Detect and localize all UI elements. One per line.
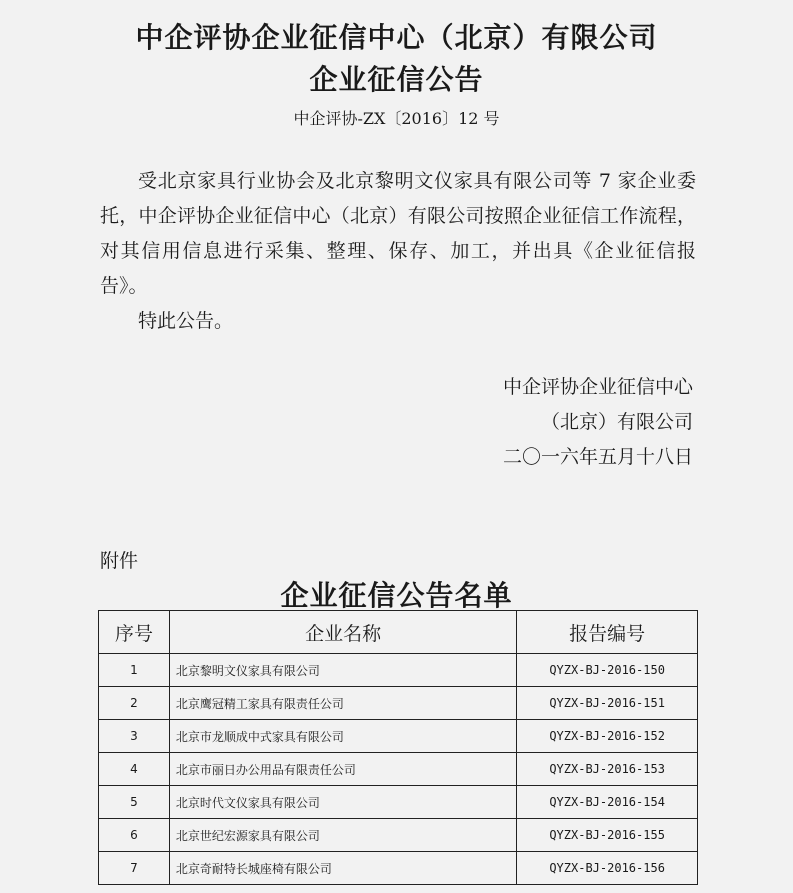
company-name: 北京市丽日办公用品有限责任公司 (169, 753, 516, 786)
announcement-body (100, 164, 696, 339)
signature-org-line2: （北京）有限公司 (540, 411, 693, 433)
report-code: QYZX-BJ-2016-155 (517, 819, 698, 852)
report-code: QYZX-BJ-2016-153 (517, 753, 698, 786)
table-row (99, 753, 698, 786)
company-name: 北京黎明文仪家具有限公司 (169, 654, 516, 687)
row-number: 1 (99, 654, 170, 687)
signature-org-line1: 中企评协企业征信中心 (502, 376, 693, 398)
report-code: QYZX-BJ-2016-152 (517, 720, 698, 753)
list-title: 企业征信公告名单 (280, 579, 513, 612)
report-code: QYZX-BJ-2016-151 (517, 687, 698, 720)
company-name: 北京时代文仪家具有限公司 (169, 786, 516, 819)
table-header-row (99, 611, 698, 654)
company-name: 北京奇耐特长城座椅有限公司 (169, 852, 516, 885)
attachment-label: 附件 (100, 550, 139, 572)
report-code: QYZX-BJ-2016-156 (517, 852, 698, 885)
signature-date: 二〇一六年五月十八日 (502, 446, 693, 468)
company-name: 北京市龙顺成中式家具有限公司 (169, 720, 516, 753)
row-number: 5 (99, 786, 170, 819)
announcement-paragraph: 受北京家具行业协会及北京黎明文仪家具有限公司等 7 家企业委托，中企评协企业征信中心（北京）有限公司按照企业征信工作流程，对其信用信息进行采集、整理、保存、加工，并出具《企业征信报告》。 (100, 170, 696, 297)
row-number: 2 (99, 687, 170, 720)
row-number: 7 (99, 852, 170, 885)
table-row (99, 687, 698, 720)
signature-block (503, 370, 693, 475)
row-number: 3 (99, 720, 170, 753)
report-code: QYZX-BJ-2016-154 (517, 786, 698, 819)
company-list-table (98, 610, 698, 885)
company-name: 北京鹰冠精工家具有限责任公司 (169, 687, 516, 720)
row-number: 4 (99, 753, 170, 786)
column-header-company: 企业名称 (169, 611, 516, 654)
document-number: 中企评协-ZX〔2016〕12 号 (293, 109, 500, 128)
closing-remark: 特此公告。 (138, 310, 234, 332)
column-header-report-code: 报告编号 (517, 611, 698, 654)
table-row (99, 654, 698, 687)
company-name: 北京世纪宏源家具有限公司 (169, 819, 516, 852)
document-subtitle: 企业征信公告 (309, 63, 484, 96)
column-header-number: 序号 (99, 611, 170, 654)
report-code: QYZX-BJ-2016-150 (517, 654, 698, 687)
table-row (99, 819, 698, 852)
table-row (99, 852, 698, 885)
row-number: 6 (99, 819, 170, 852)
table-row (99, 786, 698, 819)
document-title: 中企评协企业征信中心（北京）有限公司 (135, 21, 658, 54)
table-row (99, 720, 698, 753)
